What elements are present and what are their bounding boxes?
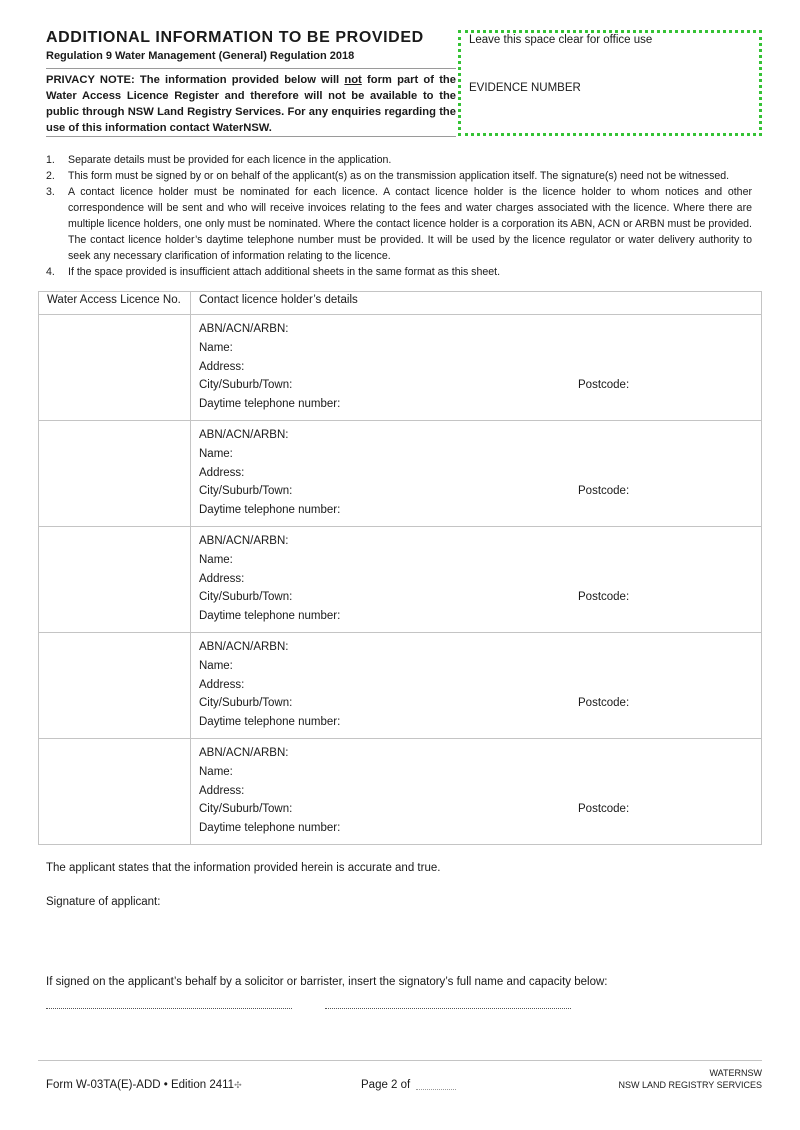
- form-code-text: Form W-03TA(E)-ADD • Edition 2411: [46, 1079, 235, 1091]
- registry-name: NSW LAND REGISTRY SERVICES: [618, 1080, 762, 1090]
- privacy-note-part2: form part of the Water Access Licence Register and therefore will not be available to the public through NSW Land Registry Services. For any enquiries regarding the use of this information contact WaterNSW.: [46, 74, 456, 134]
- name-field[interactable]: Name:: [199, 659, 233, 672]
- signature-field[interactable]: Signature of applicant:: [46, 896, 161, 908]
- licence-number-cell[interactable]: [39, 421, 191, 527]
- contact-details-header: Contact licence holder’s details: [191, 292, 762, 315]
- contact-details-cell: [191, 315, 762, 421]
- agency-block: [618, 1067, 762, 1091]
- footer-divider: [38, 1060, 762, 1061]
- signatory-name-line[interactable]: [46, 1008, 292, 1009]
- city-field[interactable]: [199, 588, 753, 607]
- city-label: City/Suburb/Town:: [199, 803, 293, 816]
- city-label: City/Suburb/Town:: [199, 697, 293, 710]
- name-field[interactable]: Name:: [199, 341, 233, 354]
- form-code: [46, 1079, 242, 1091]
- instruction-number: 2.: [46, 170, 55, 182]
- phone-field[interactable]: Daytime telephone number:: [199, 504, 341, 517]
- city-field[interactable]: [199, 376, 753, 395]
- form-subtitle: Regulation 9 Water Management (General) Regulation 2018: [46, 50, 355, 62]
- contact-details-cell: [191, 527, 762, 633]
- city-label: City/Suburb/Town:: [199, 485, 293, 498]
- postcode-field[interactable]: Postcode:: [578, 697, 630, 710]
- table-row: [39, 315, 762, 421]
- form-title: ADDITIONAL INFORMATION TO BE PROVIDED: [46, 29, 424, 46]
- instruction-number: 3.: [46, 186, 55, 198]
- address-field[interactable]: Address:: [199, 784, 245, 797]
- total-pages-line[interactable]: [416, 1089, 456, 1090]
- crosshair-icon: ✣: [234, 1080, 242, 1090]
- licence-number-cell[interactable]: [39, 315, 191, 421]
- table-row: [39, 633, 762, 739]
- phone-field[interactable]: Daytime telephone number:: [199, 610, 341, 623]
- instruction-item: [46, 184, 752, 264]
- abn-field[interactable]: ABN/ACN/ARBN:: [199, 641, 289, 653]
- instruction-number: 4.: [46, 266, 55, 278]
- solicitor-instruction: If signed on the applicant’s behalf by a solicitor or barrister, insert the signatory’s full name and capacity below:: [46, 976, 608, 988]
- office-use-box: [458, 30, 762, 136]
- abn-field[interactable]: ABN/ACN/ARBN:: [199, 323, 289, 335]
- name-field[interactable]: Name:: [199, 447, 233, 460]
- licence-number-cell[interactable]: [39, 527, 191, 633]
- instruction-item: [46, 264, 752, 280]
- office-use-label: Leave this space clear for office use: [469, 34, 653, 46]
- agency-name: WATERNSW: [709, 1068, 762, 1078]
- privacy-note: [46, 72, 456, 136]
- table-row: [39, 527, 762, 633]
- city-field[interactable]: [199, 694, 753, 713]
- table-header-row: [39, 292, 762, 315]
- address-field[interactable]: Address:: [199, 466, 245, 479]
- instructions-list: [46, 152, 752, 280]
- instruction-text: A contact licence holder must be nominated for each licence. A contact licence holder is the licence holder to whom notices and other correspondence will be sent and who will receive invoices relating to the fees and water charges associated with the licence. Where there are multiple licence holders, one only must be nominated. Where the contact licence holder is a corporation its ABN, ACN or ARBN must be provided. The contact licence holder’s daytime telephone number must be provided. It will be used by the licence regulator or water delivery authority to seek any necessary clarification of information relating to the licence.: [68, 186, 752, 262]
- postcode-field[interactable]: Postcode:: [578, 379, 630, 392]
- evidence-number-label: EVIDENCE NUMBER: [469, 82, 581, 94]
- abn-field[interactable]: ABN/ACN/ARBN:: [199, 747, 289, 759]
- table-row: [39, 739, 762, 845]
- privacy-divider: [46, 136, 456, 137]
- address-field[interactable]: Address:: [199, 678, 245, 691]
- accuracy-statement: The applicant states that the information provided herein is accurate and true.: [46, 862, 441, 874]
- licence-number-header: Water Access Licence No.: [39, 292, 191, 315]
- city-field[interactable]: [199, 800, 753, 819]
- abn-field[interactable]: ABN/ACN/ARBN:: [199, 429, 289, 441]
- privacy-note-emphasis: not: [344, 74, 362, 86]
- contact-details-cell: [191, 633, 762, 739]
- postcode-field[interactable]: Postcode:: [578, 591, 630, 604]
- contact-details-cell: [191, 421, 762, 527]
- header-divider: [46, 68, 456, 69]
- instruction-number: 1.: [46, 154, 55, 166]
- instruction-text: Separate details must be provided for each licence in the application.: [68, 154, 392, 166]
- name-field[interactable]: Name:: [199, 553, 233, 566]
- instruction-item: [46, 152, 752, 168]
- page-label: Page 2 of: [361, 1079, 411, 1091]
- privacy-note-part1: PRIVACY NOTE: The information provided below will: [46, 74, 345, 86]
- phone-field[interactable]: Daytime telephone number:: [199, 822, 341, 835]
- phone-field[interactable]: Daytime telephone number:: [199, 716, 341, 729]
- contact-details-cell: [191, 739, 762, 845]
- instruction-text: If the space provided is insufficient attach additional sheets in the same format as this sheet.: [68, 266, 501, 278]
- phone-field[interactable]: Daytime telephone number:: [199, 398, 341, 411]
- page-number: [361, 1079, 456, 1091]
- postcode-field[interactable]: Postcode:: [578, 803, 630, 816]
- form-header: [46, 28, 456, 63]
- licence-table: [38, 291, 762, 845]
- city-label: City/Suburb/Town:: [199, 379, 293, 392]
- city-label: City/Suburb/Town:: [199, 591, 293, 604]
- licence-number-cell[interactable]: [39, 633, 191, 739]
- address-field[interactable]: Address:: [199, 360, 245, 373]
- abn-field[interactable]: ABN/ACN/ARBN:: [199, 535, 289, 547]
- signatory-capacity-line[interactable]: [325, 1008, 571, 1009]
- licence-number-cell[interactable]: [39, 739, 191, 845]
- instruction-item: [46, 168, 752, 184]
- instruction-text: This form must be signed by or on behalf of the applicant(s) as on the transmission application itself. The signature(s) need not be witnessed.: [68, 170, 730, 182]
- name-field[interactable]: Name:: [199, 765, 233, 778]
- address-field[interactable]: Address:: [199, 572, 245, 585]
- postcode-field[interactable]: Postcode:: [578, 485, 630, 498]
- city-field[interactable]: [199, 482, 753, 501]
- table-row: [39, 421, 762, 527]
